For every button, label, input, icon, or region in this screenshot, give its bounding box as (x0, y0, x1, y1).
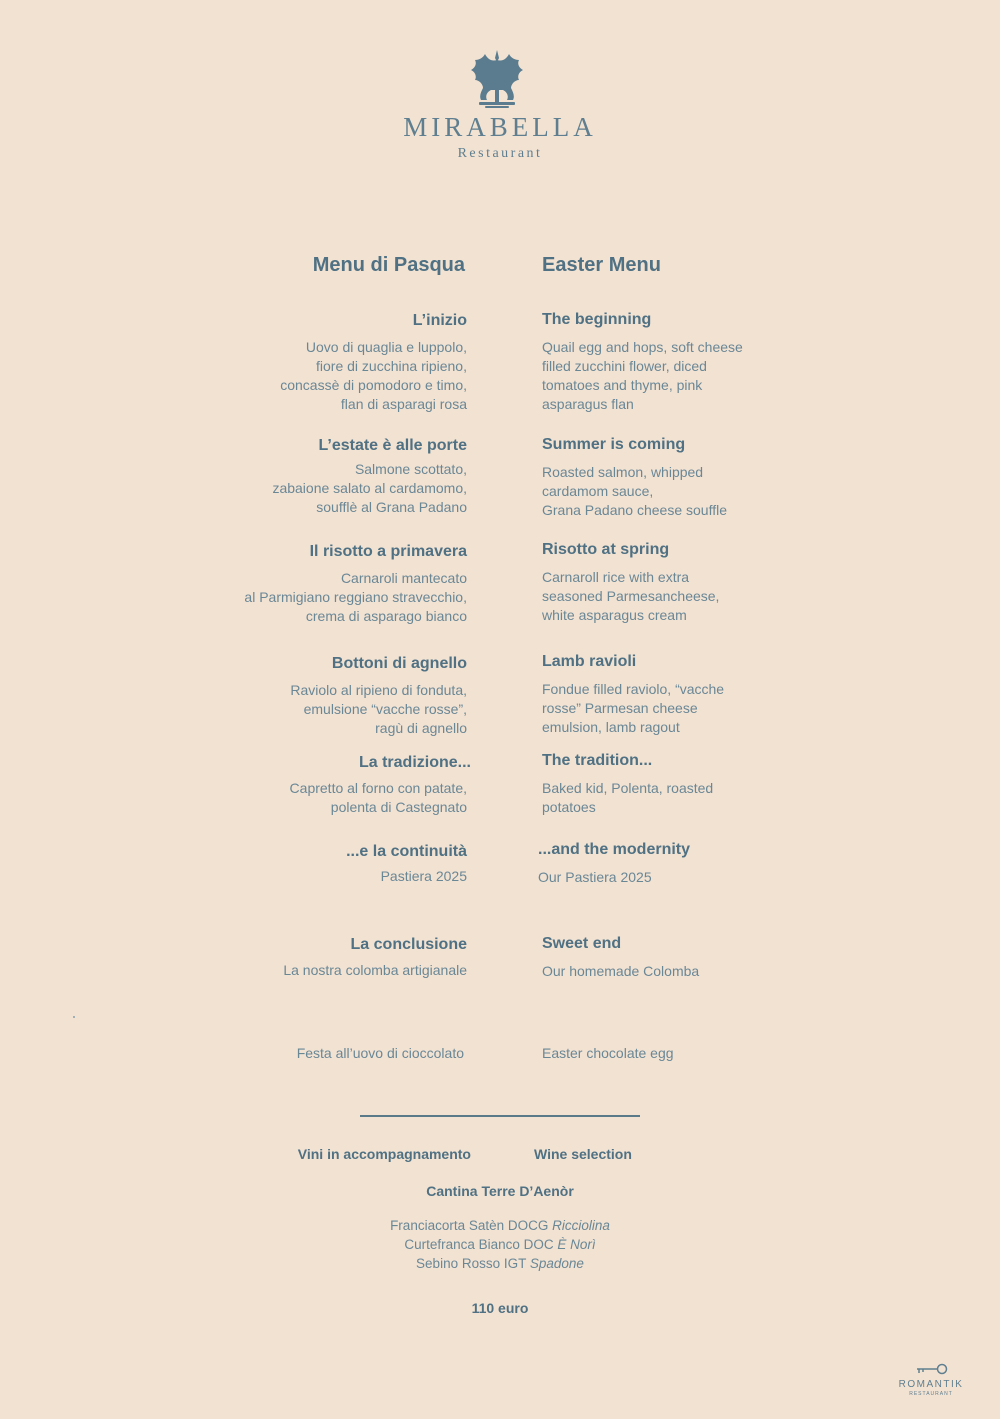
wine-label-it: Vini in accompagnamento (297, 1146, 471, 1162)
brand-subtitle: Restaurant (457, 146, 543, 161)
heraldic-lions-icon (465, 48, 529, 110)
course-title-en: The tradition... (542, 752, 653, 769)
key-icon (915, 1362, 949, 1376)
menu-title-italian: Menu di Pasqua (312, 254, 465, 276)
wine-price: 110 euro (471, 1300, 529, 1316)
wine-list (0, 1216, 1000, 1273)
course-title-en: Sweet end (542, 935, 622, 952)
course-desc-en: Fondue filled raviolo, “vacche rosse” Parmesan cheese emulsion, lamb ragout (542, 681, 725, 735)
course-title-it: Il risotto a primavera (309, 543, 467, 560)
course-title-it: L’inizio (412, 312, 467, 329)
course-title-it: La tradizione... (358, 754, 471, 771)
extra-item-en: Easter chocolate egg (542, 1045, 674, 1061)
course-title-en: The beginning (542, 311, 652, 328)
wine-item: Sebino Rosso IGT Spadone (416, 1256, 584, 1271)
course-desc-en: Our homemade Colomba (542, 963, 700, 979)
course-title-it: Bottoni di agnello (331, 655, 467, 672)
course-desc-it: Pastiera 2025 (380, 868, 467, 884)
course-desc-it: Raviolo al ripieno di fonduta, emulsione “vacche rosse”, ragù di agnello (290, 682, 467, 736)
course-desc-en: Quail egg and hops, soft cheese filled zucchini flower, diced tomatoes and thyme, pink asparagus flan (542, 339, 743, 412)
footer-brand-sub: RESTAURANT (909, 1391, 953, 1397)
course-desc-it: La nostra colomba artigianale (283, 962, 467, 978)
footer-brand: ROMANTIK (898, 1379, 964, 1390)
course-desc-it: Salmone scottato, zabaione salato al cardamomo, soufflè al Grana Padano (272, 461, 467, 515)
course-title-en: Summer is coming (542, 436, 686, 453)
stray-dot (73, 1016, 75, 1018)
course-title-it: L’estate è alle porte (318, 437, 467, 454)
wine-label-en: Wine selection (534, 1146, 632, 1162)
course-desc-en: Our Pastiera 2025 (538, 869, 652, 885)
section-divider (360, 1115, 640, 1117)
course-desc-en: Baked kid, Polenta, roasted potatoes (542, 780, 714, 815)
course-desc-en: Roasted salmon, whipped cardamom sauce, Grana Padano cheese souffle (542, 464, 727, 518)
course-desc-it: Carnaroli mantecato al Parmigiano reggiano stravecchio, crema di asparago bianco (244, 570, 467, 624)
course-desc-en: Carnaroll rice with extra seasoned Parmesancheese, white asparagus cream (542, 569, 720, 623)
course-title-en: Risotto at spring (542, 541, 670, 558)
course-title-en: Lamb ravioli (542, 653, 637, 670)
wine-item: Franciacorta Satèn DOCG Ricciolina (390, 1218, 610, 1233)
course-title-it: La conclusione (350, 936, 467, 953)
menu-title-english: Easter Menu (542, 254, 661, 276)
wine-producer: Cantina Terre D’Aenòr (426, 1183, 574, 1199)
extra-item-it: Festa all’uovo di cioccolato (296, 1045, 464, 1061)
course-desc-it: Capretto al forno con patate, polenta di Castegnato (289, 780, 467, 815)
course-title-it: ...e la continuità (346, 843, 467, 860)
course-title-en: ...and the modernity (538, 841, 691, 858)
brand-name: MIRABELLA (403, 112, 597, 142)
course-desc-it: Uovo di quaglia e luppolo, fiore di zucchina ripieno, concassè di pomodoro e timo, flan di asparagi rosa (280, 339, 467, 412)
wine-item: Curtefranca Bianco DOC È Norì (404, 1237, 596, 1252)
